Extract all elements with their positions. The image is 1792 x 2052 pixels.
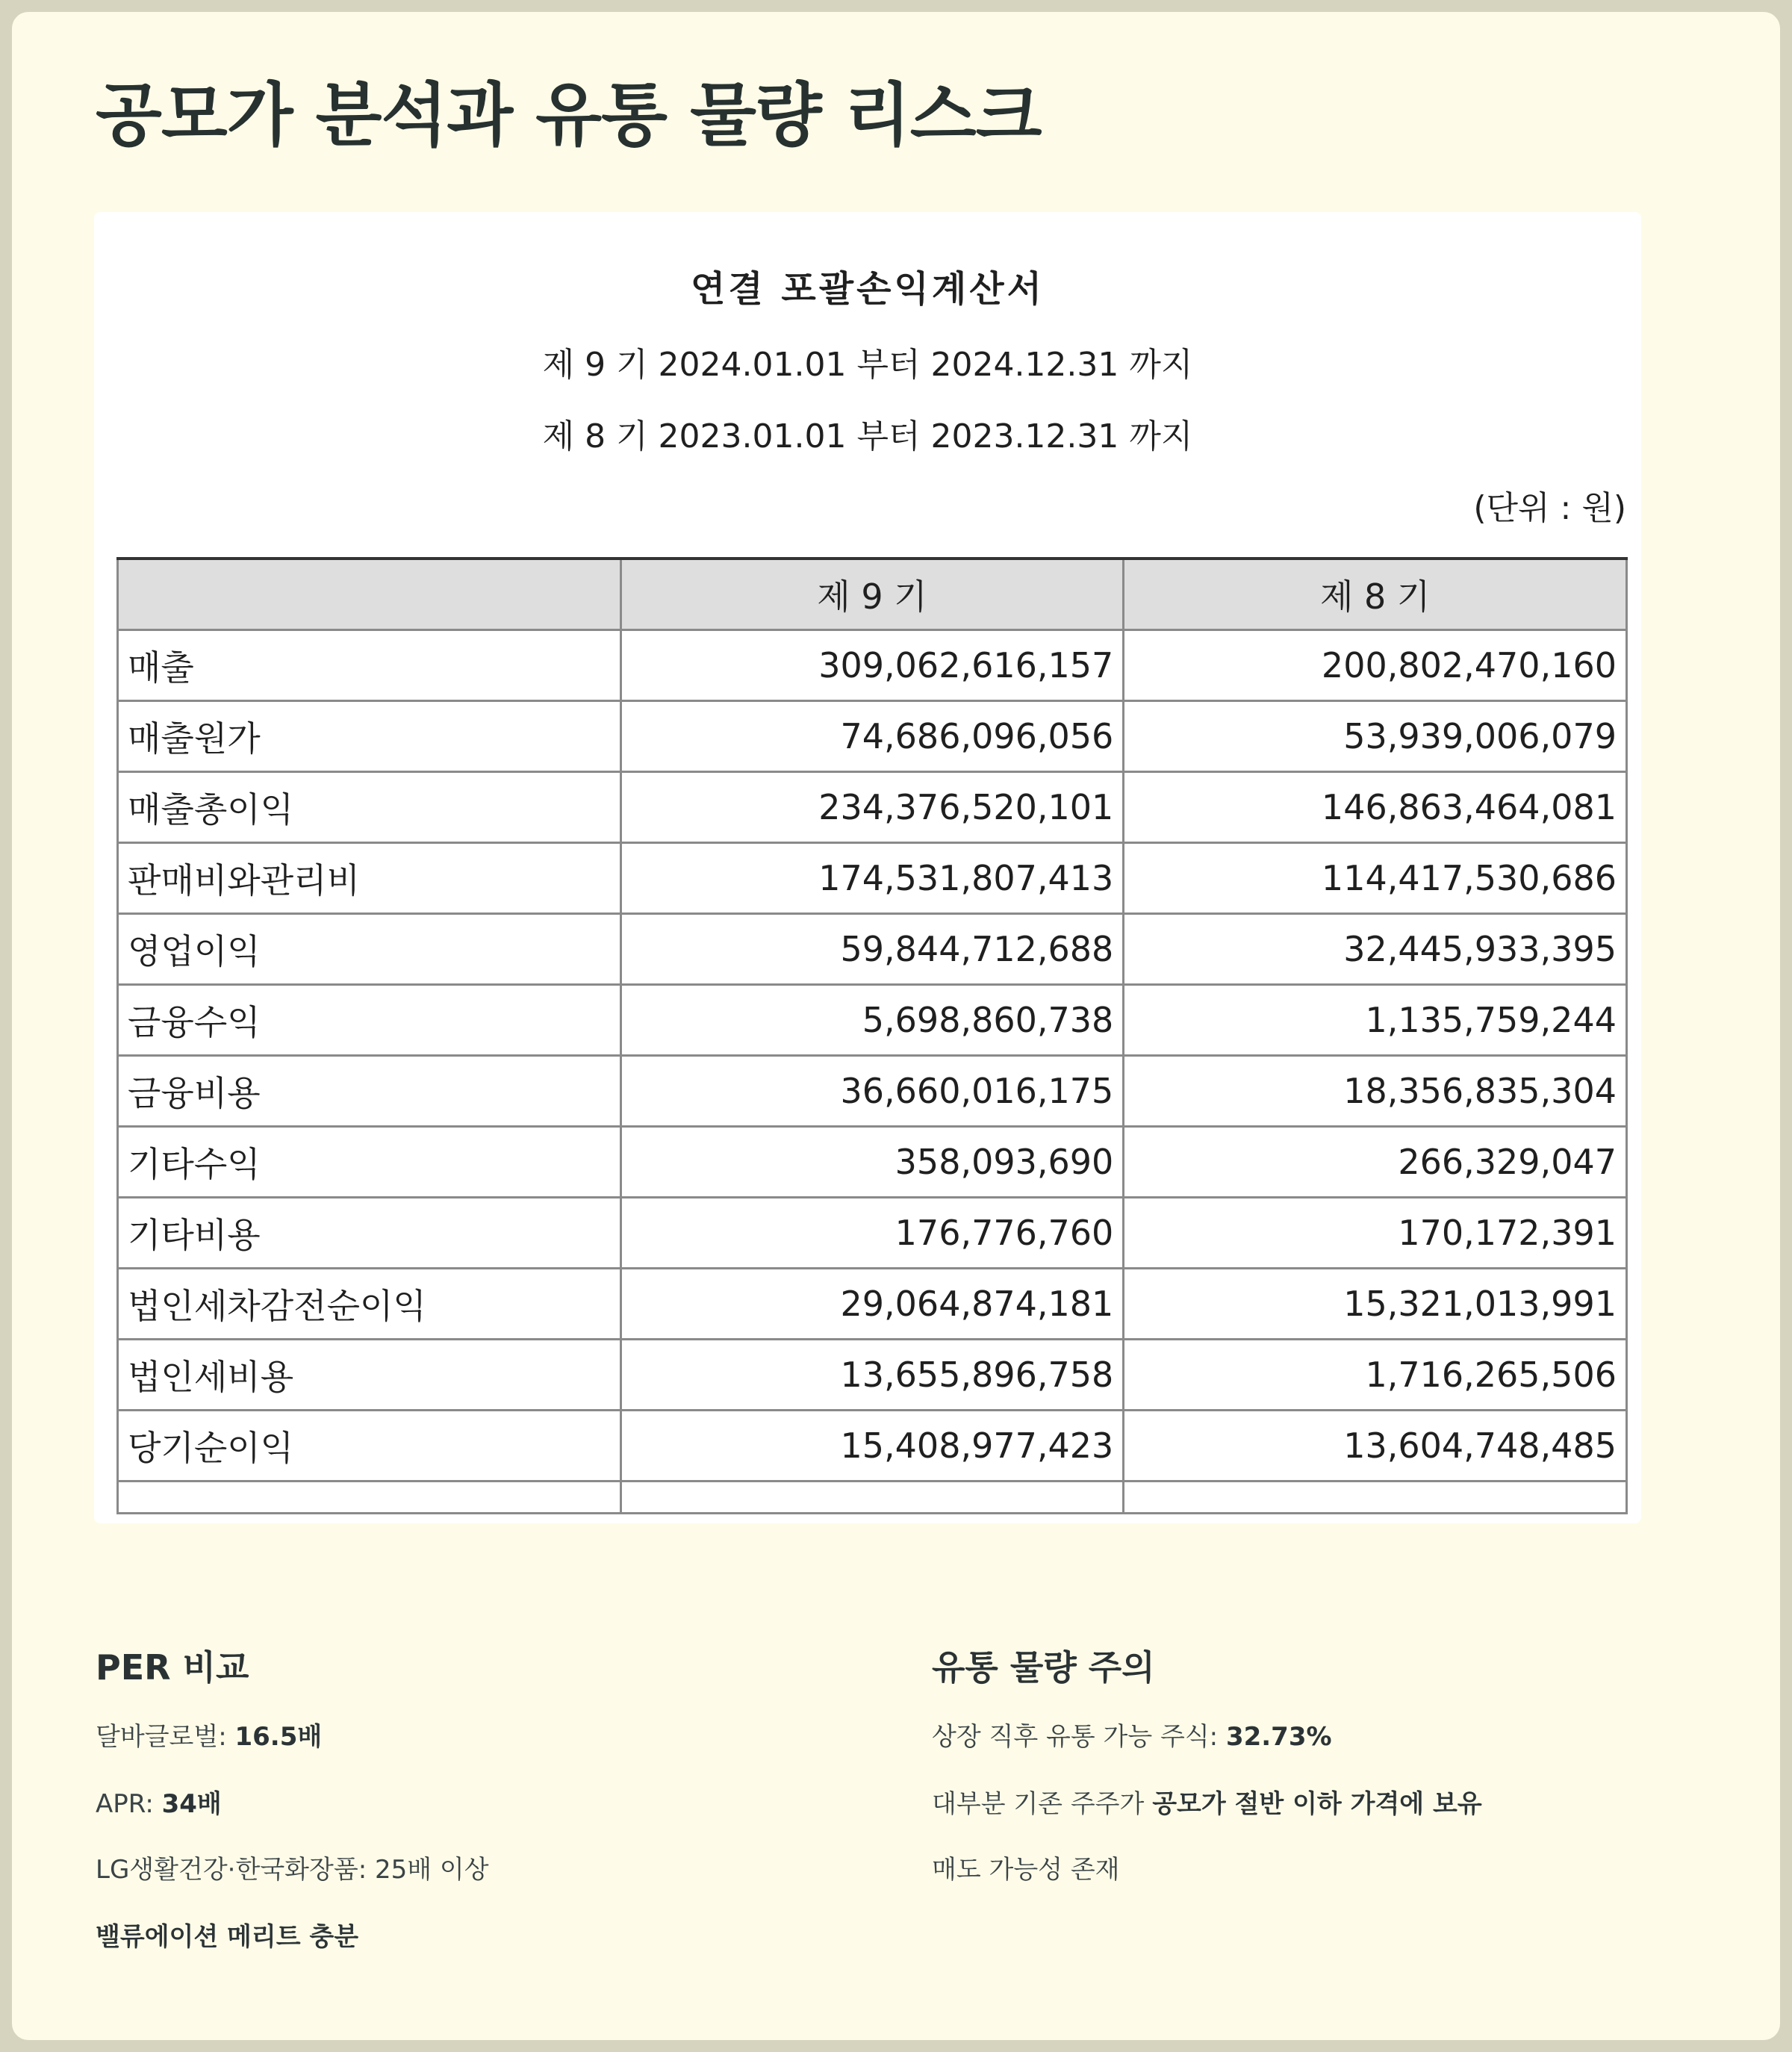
per-heading: PER 비교 (96, 1647, 249, 1688)
table-row (118, 1056, 1627, 1127)
row-current: 29,064,874,181 (620, 1269, 1124, 1340)
statement-unit: (단위 : 원) (1473, 489, 1626, 527)
table-header-row (118, 559, 1627, 630)
row-label: 당기순이익 (118, 1411, 621, 1482)
row-current: 176,776,760 (620, 1198, 1124, 1269)
row-label: 법인세비용 (118, 1340, 621, 1411)
float-heading: 유통 물량 주의 (932, 1647, 1155, 1688)
table-row (118, 843, 1627, 914)
table-row (118, 1340, 1627, 1411)
row-label: 금융비용 (118, 1056, 621, 1127)
row-prior: 114,417,530,686 (1124, 843, 1627, 914)
table-row (118, 1127, 1627, 1198)
table-row-cutoff (118, 1482, 1627, 1514)
row-prior: 13,604,748,485 (1124, 1411, 1627, 1482)
row-prior: 266,329,047 (1124, 1127, 1627, 1198)
row-current: 234,376,520,101 (620, 772, 1124, 843)
row-prior: 18,356,835,304 (1124, 1056, 1627, 1127)
income-statement-table (116, 557, 1628, 1514)
row-label: 판매비와관리비 (118, 843, 621, 914)
table-row (118, 1411, 1627, 1482)
row-label: 매출총이익 (118, 772, 621, 843)
float-sell-risk: 매도 가능성 존재 (932, 1855, 1120, 1885)
header-prior-period: 제 8 기 (1124, 559, 1627, 630)
row-prior: 1,135,759,244 (1124, 985, 1627, 1056)
row-current: 36,660,016,175 (620, 1056, 1124, 1127)
row-prior: 200,802,470,160 (1124, 630, 1627, 701)
row-current: 5,698,860,738 (620, 985, 1124, 1056)
row-current: 358,093,690 (620, 1127, 1124, 1198)
per-comparison-section (96, 1647, 842, 1952)
row-current: 74,686,096,056 (620, 701, 1124, 772)
row-label: 매출원가 (118, 701, 621, 772)
row-prior: 170,172,391 (1124, 1198, 1627, 1269)
table-row (118, 630, 1627, 701)
income-statement-image (94, 212, 1641, 1523)
row-label: 법인세차감전순이익 (118, 1269, 621, 1340)
row-prior: 146,863,464,081 (1124, 772, 1627, 843)
row-prior: 32,445,933,395 (1124, 914, 1627, 985)
per-dalba: 달바글로벌: 16.5배 (96, 1722, 323, 1752)
content-card (12, 12, 1780, 2040)
row-label: 영업이익 (118, 914, 621, 985)
row-current: 15,408,977,423 (620, 1411, 1124, 1482)
row-current: 174,531,807,413 (620, 843, 1124, 914)
row-label: 기타비용 (118, 1198, 621, 1269)
page-title: 공모가 분석과 유통 물량 리스크 (96, 75, 1042, 155)
row-current: 309,062,616,157 (620, 630, 1124, 701)
header-blank (118, 559, 621, 630)
row-current: 13,655,896,758 (620, 1340, 1124, 1411)
statement-period-current: 제 9 기 2024.01.01 부터 2024.12.31 까지 (542, 346, 1193, 384)
table-row (118, 1269, 1627, 1340)
table-row (118, 701, 1627, 772)
header-current-period: 제 9 기 (620, 559, 1124, 630)
per-peers: LG생활건강·한국화장품: 25배 이상 (96, 1855, 489, 1885)
statement-title: 연결 포괄손익계산서 (690, 268, 1045, 310)
per-conclusion: 밸류에이션 메리트 충분 (96, 1922, 359, 1952)
row-prior: 15,321,013,991 (1124, 1269, 1627, 1340)
per-apr: APR: 34배 (96, 1789, 222, 1819)
row-label: 기타수익 (118, 1127, 621, 1198)
row-current: 59,844,712,688 (620, 914, 1124, 985)
table-row (118, 914, 1627, 985)
statement-period-prior: 제 8 기 2023.01.01 부터 2023.12.31 까지 (542, 417, 1193, 456)
table-row (118, 772, 1627, 843)
row-prior: 1,716,265,506 (1124, 1340, 1627, 1411)
float-holders: 대부분 기존 주주가 공모가 절반 이하 가격에 보유 (932, 1789, 1482, 1819)
table-row (118, 985, 1627, 1056)
float-tradable: 상장 직후 유통 가능 주식: 32.73% (932, 1722, 1332, 1752)
row-label: 매출 (118, 630, 621, 701)
float-risk-section (932, 1647, 1679, 1885)
row-label: 금융수익 (118, 985, 621, 1056)
row-prior: 53,939,006,079 (1124, 701, 1627, 772)
table-row (118, 1198, 1627, 1269)
